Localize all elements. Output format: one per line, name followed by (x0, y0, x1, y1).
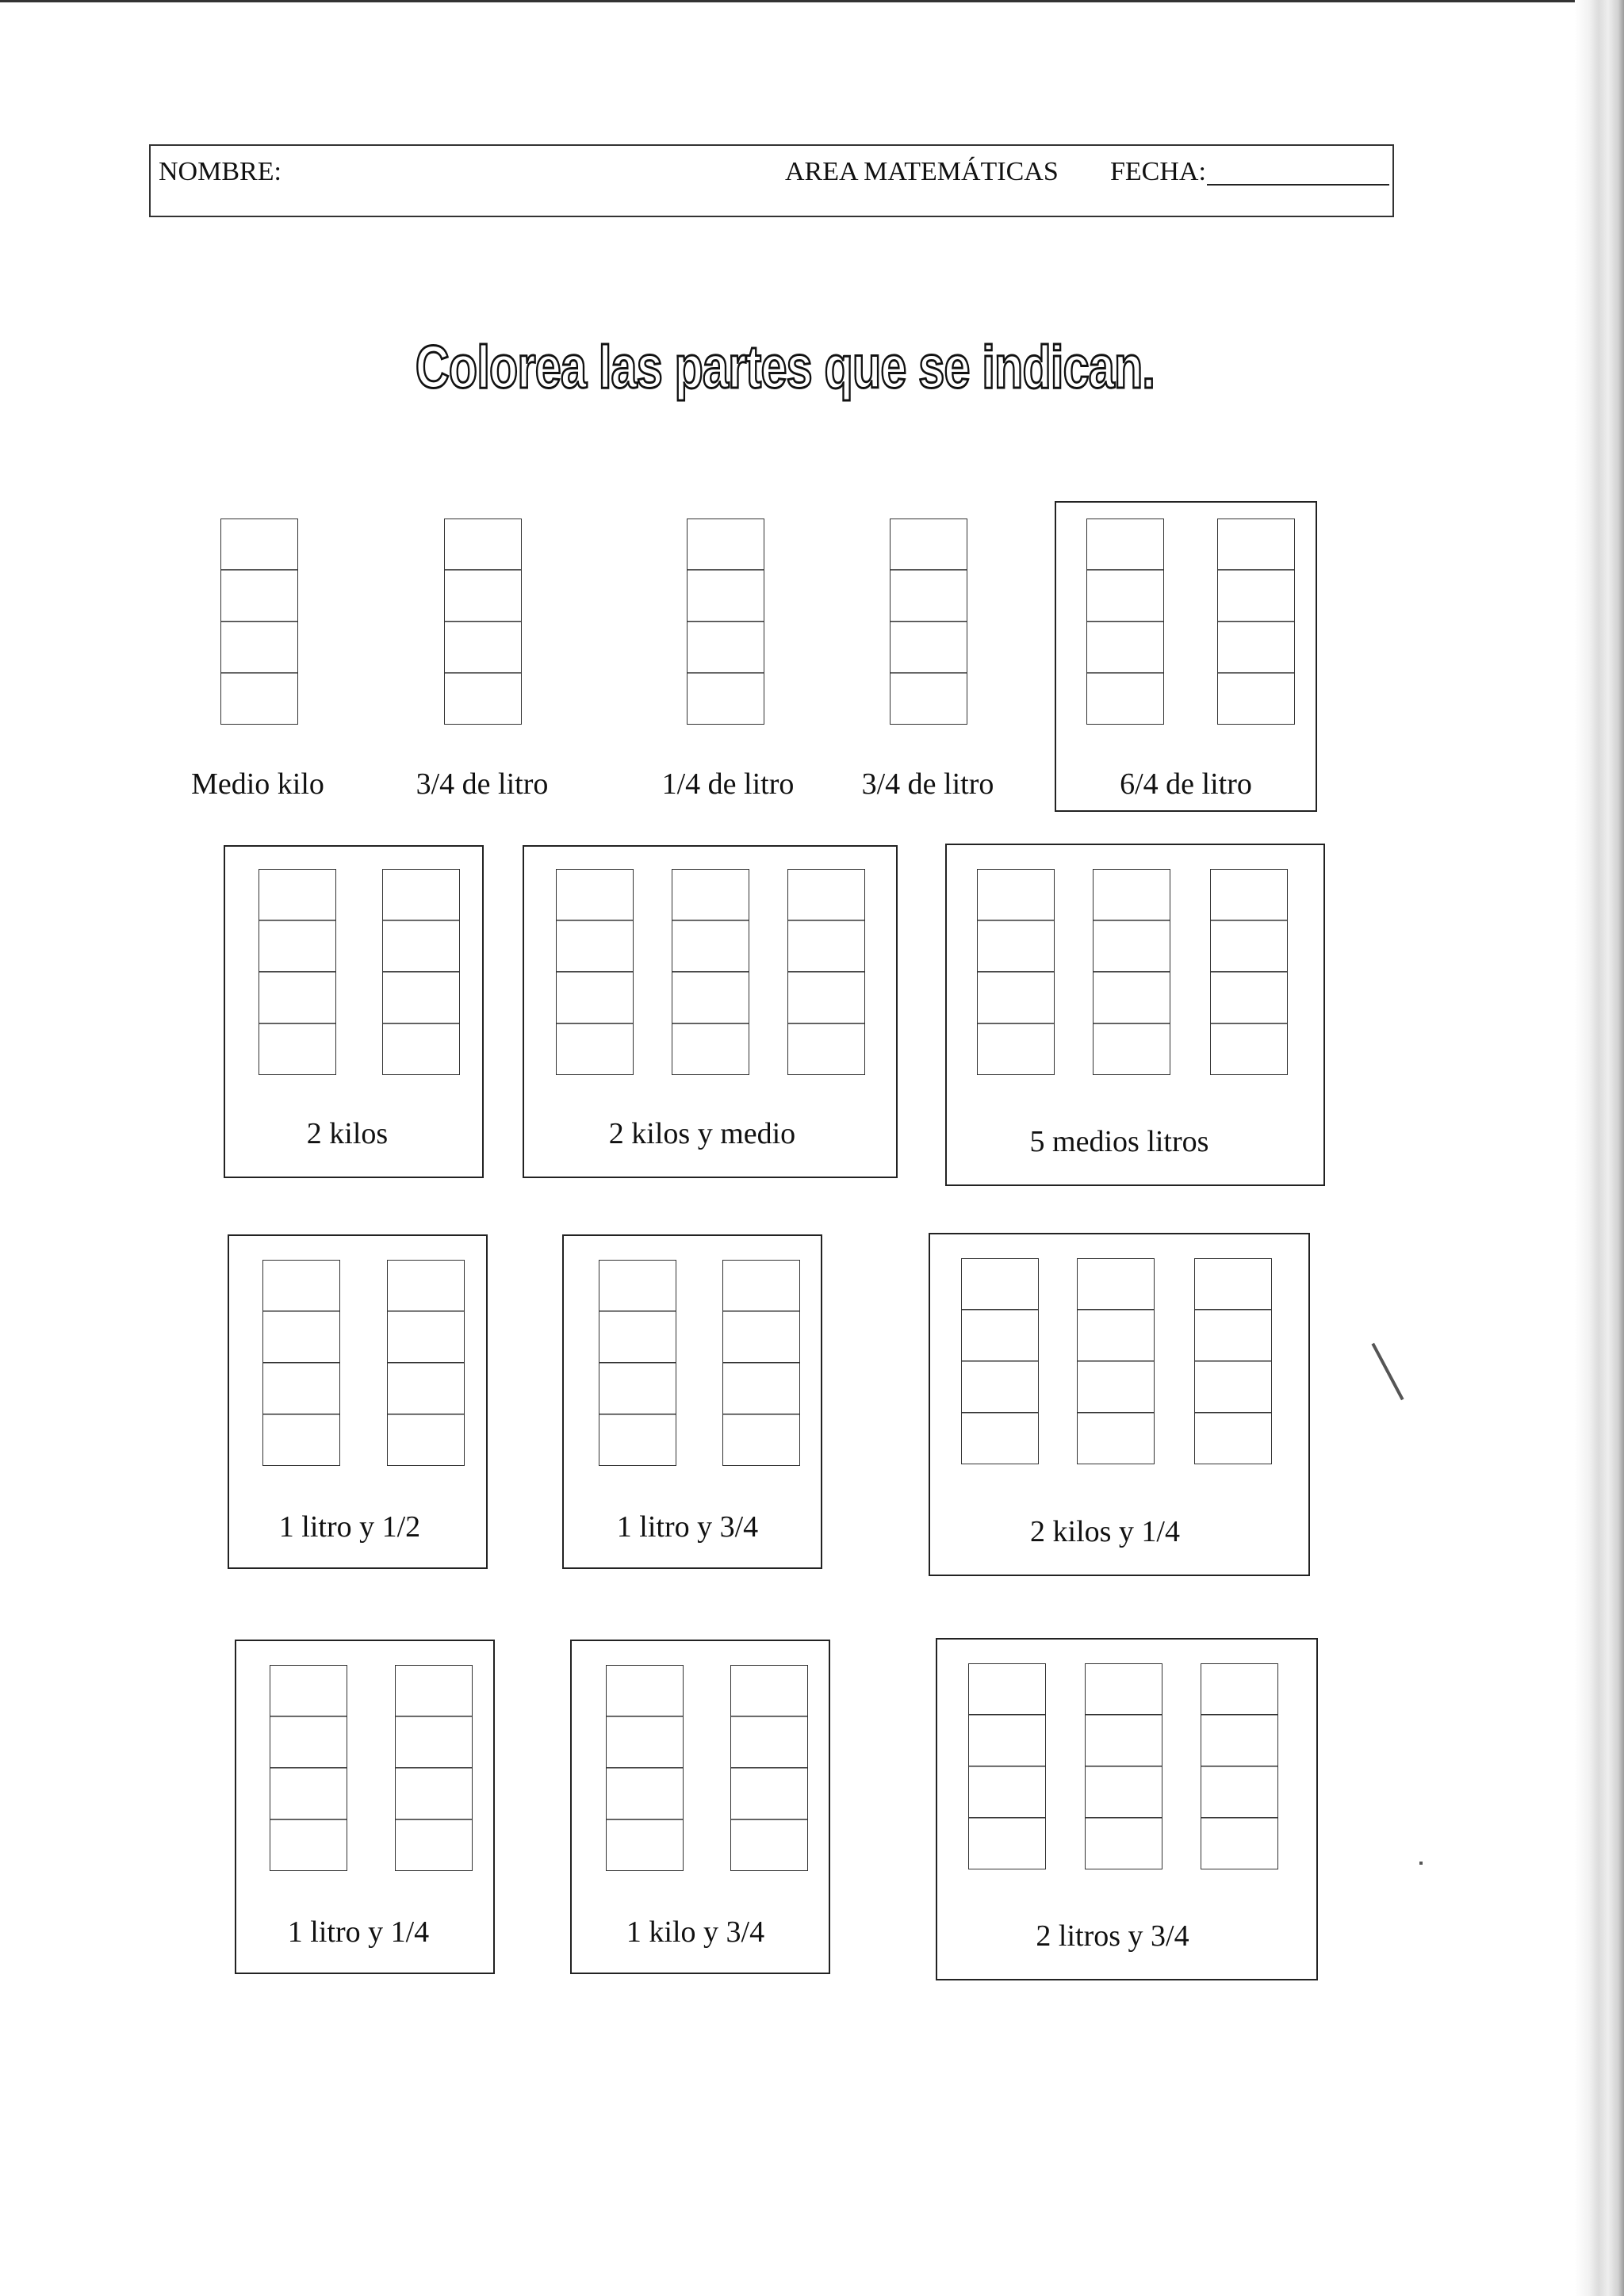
fraction-column[interactable] (220, 519, 298, 725)
fraction-column[interactable] (1217, 519, 1295, 725)
item-label: 1 litro y 3/4 (616, 1510, 759, 1544)
date-blank-line[interactable] (1207, 184, 1389, 186)
fraction-column[interactable] (444, 519, 522, 725)
fraction-column[interactable] (730, 1665, 808, 1871)
item-label: 1 kilo y 3/4 (626, 1915, 765, 1949)
fraction-column[interactable] (722, 1260, 800, 1466)
fraction-item-6 (224, 845, 484, 1178)
item-label: 2 kilos y medio (608, 1117, 796, 1150)
fraction-item-12 (235, 1640, 495, 1974)
fraction-item-1 (182, 501, 333, 810)
page-edge-shadow (1575, 0, 1624, 2296)
item-label: 1/4 de litro (661, 767, 795, 801)
fraction-column[interactable] (1210, 869, 1288, 1075)
item-label: 6/4 de litro (1120, 767, 1252, 801)
fraction-column[interactable] (387, 1260, 465, 1466)
name-label: NOMBRE: (159, 157, 282, 186)
fraction-column[interactable] (262, 1260, 340, 1466)
fraction-column[interactable] (1201, 1663, 1278, 1869)
fraction-column[interactable] (687, 519, 764, 725)
item-label: 2 litros y 3/4 (1036, 1919, 1189, 1953)
fraction-item-14 (936, 1638, 1318, 1980)
fraction-column[interactable] (556, 869, 634, 1075)
fraction-item-8 (945, 844, 1325, 1186)
fraction-column[interactable] (1194, 1258, 1272, 1464)
item-label: 3/4 de litro (861, 767, 994, 801)
scan-dot (1419, 1862, 1423, 1865)
fraction-item-2 (406, 501, 596, 810)
fraction-column[interactable] (1085, 1663, 1162, 1869)
header-box (149, 144, 1394, 217)
fraction-column[interactable] (1077, 1258, 1155, 1464)
item-label: 2 kilos (306, 1117, 389, 1150)
fraction-column[interactable] (961, 1258, 1039, 1464)
fraction-item-9 (228, 1234, 488, 1569)
fraction-column[interactable] (890, 519, 967, 725)
fraction-item-11 (929, 1233, 1310, 1576)
item-label: 2 kilos y 1/4 (1030, 1515, 1180, 1548)
top-page-border (0, 0, 1586, 2)
fraction-column[interactable] (1093, 869, 1170, 1075)
fraction-column[interactable] (382, 869, 460, 1075)
fraction-column[interactable] (599, 1260, 676, 1466)
fraction-item-3 (649, 501, 807, 810)
fraction-column[interactable] (270, 1665, 347, 1871)
item-label: Medio kilo (191, 767, 324, 801)
fraction-column[interactable] (395, 1665, 473, 1871)
fraction-column[interactable] (259, 869, 336, 1075)
fraction-column[interactable] (977, 869, 1055, 1075)
fraction-item-4 (852, 501, 1010, 810)
fraction-column[interactable] (968, 1663, 1046, 1869)
item-label: 5 medios litros (1029, 1125, 1209, 1158)
date-label: FECHA: (1110, 157, 1206, 186)
fraction-column[interactable] (606, 1665, 684, 1871)
item-label: 3/4 de litro (416, 767, 549, 801)
fraction-item-5 (1055, 501, 1317, 812)
area-label: AREA MATEMÁTICAS (785, 157, 1059, 186)
item-label: 1 litro y 1/4 (287, 1915, 430, 1949)
fraction-item-13 (570, 1640, 830, 1974)
fraction-column[interactable] (1086, 519, 1164, 725)
fraction-item-7 (523, 845, 898, 1178)
fraction-column[interactable] (787, 869, 865, 1075)
page-title: Colorea las partes que se indican. (415, 334, 1155, 401)
scan-mark (1371, 1343, 1404, 1401)
fraction-column[interactable] (672, 869, 749, 1075)
item-label: 1 litro y 1/2 (278, 1510, 421, 1544)
fraction-item-10 (562, 1234, 822, 1569)
